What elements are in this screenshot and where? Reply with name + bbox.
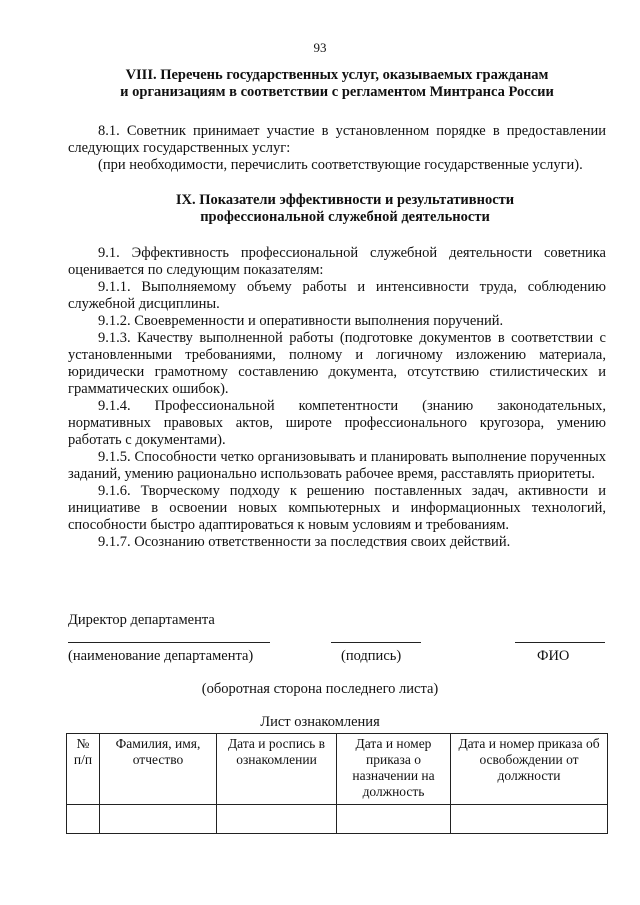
table-cell	[217, 805, 337, 834]
column-header-appointment-order: Дата и номер приказа о назначении на должность	[337, 734, 451, 805]
column-header-ack-date: Дата и роспись в ознакомлении	[217, 734, 337, 805]
table-header-row	[67, 734, 608, 805]
section-8-heading	[68, 67, 606, 101]
section-8-heading-line-2: и организациям в соответствии с регламентом Минтранса России	[120, 84, 554, 100]
acknowledgement-table	[66, 733, 608, 834]
section-9-heading-line-1: IX. Показатели эффективности и результативности	[175, 192, 515, 208]
table-cell	[451, 805, 608, 834]
paragraph-9-1-4: 9.1.4. Профессиональной компетентности (знанию законодательных, нормативных правовых актов, широте профессионального кругозора, умению работать с документами).	[68, 398, 606, 448]
signature-line	[331, 642, 421, 643]
column-header-dismissal-order: Дата и номер приказа об освобождении от должности	[451, 734, 608, 805]
reverse-side-note: (оборотная сторона последнего листа)	[201, 681, 439, 697]
paragraph-9-1-7: 9.1.7. Осознанию ответственности за последствия своих действий.	[98, 534, 511, 550]
paragraph-9-1-2: 9.1.2. Своевременности и оперативности выполнения поручений.	[98, 313, 504, 329]
page-number: 93	[313, 40, 327, 55]
paragraph-9-1-5: 9.1.5. Способности четко организовывать и планировать выполнение порученных заданий, умению рационально использовать рабочее время, расставлять приоритеты.	[68, 449, 606, 482]
signature-caption: (подпись)	[341, 648, 402, 664]
section-8-heading-line-1: VIII. Перечень государственных услуг, оказываемых гражданам	[125, 67, 549, 83]
paragraph-8-1-note: (при необходимости, перечислить соответствующие государственные услуги).	[98, 157, 583, 173]
paragraph-8-1: 8.1. Советник принимает участие в установленном порядке в предоставлении следующих государственных услуг:	[68, 123, 606, 156]
section-8-body	[68, 123, 606, 174]
paragraph-9-1-1: 9.1.1. Выполняемому объему работы и интенсивности труда, соблюдению служебной дисциплины.	[68, 279, 606, 312]
acknowledgement-title: Лист ознакомления	[260, 714, 380, 730]
table-row	[67, 805, 608, 834]
department-caption: (наименование департамента)	[68, 648, 254, 664]
section-9-heading	[120, 192, 570, 226]
column-header-number: № п/п	[67, 734, 100, 805]
section-9-heading-line-2: профессиональной служебной деятельности	[200, 209, 490, 225]
paragraph-9-1-3: 9.1.3. Качеству выполненной работы (подготовке документов в соответствии с установленными требованиями, полному и логичному изложению материала, юридически грамотному составлению документа, отсутствию стилистических и грамматических ошибок).	[68, 330, 606, 397]
paragraph-9-1-6: 9.1.6. Творческому подходу к решению поставленных задач, активности и инициативе в освоении новых компьютерных и информационных технологий, способности быстро адаптироваться к новым условиям и требованиям.	[68, 483, 606, 533]
department-name-line	[68, 642, 270, 643]
name-caption: ФИО	[537, 648, 570, 664]
table-cell	[337, 805, 451, 834]
column-header-full-name: Фамилия, имя, отчество	[100, 734, 217, 805]
name-line	[515, 642, 605, 643]
paragraph-9-1: 9.1. Эффективность профессиональной служебной деятельности советника оценивается по следующим показателям:	[68, 245, 606, 278]
table-cell	[67, 805, 100, 834]
signature-title: Директор департамента	[68, 612, 215, 628]
table-cell	[100, 805, 217, 834]
section-9-body	[68, 245, 606, 551]
